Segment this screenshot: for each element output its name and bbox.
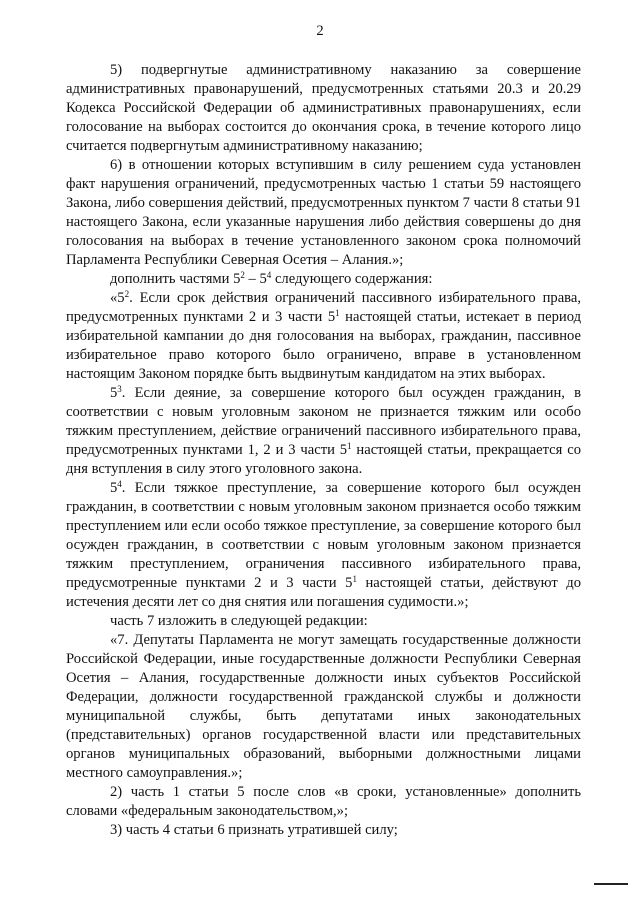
text-segment: 2) часть 1 статьи 5 после слов «в сроки, установленные» дополнить словами «федеральным законодательством,»;	[66, 784, 581, 819]
document-body	[66, 61, 581, 840]
text-segment: следующего содержания:	[271, 271, 433, 287]
text-segment: «7. Депутаты Парламента не могут замещать государственные должности Российской Федерации, иные государственные должности Республики Северная Осетия – Алания, государственные должности иных субъектов Российской Федерации, должности государственной гражданской службы и должности муниципальной службы, быть депутатами иных законодательных (представительных) органов государственной власти или представительных органов муниципальных образований, выборными должностными лицами местного самоуправления.»;	[66, 632, 581, 781]
superscript: 4	[117, 479, 122, 489]
paragraph-part-7-intro	[66, 612, 581, 631]
text-segment: . Если срок действия ограничений пассивного избирательного права, предусмотренных пунктами 2 и 3 части 5	[66, 290, 581, 325]
text-segment: 3) часть 4 статьи 6 признать утратившей силу;	[110, 822, 398, 838]
superscript: 1	[347, 441, 352, 451]
paragraph-item-5	[66, 61, 581, 156]
text-segment: 5) подвергнутые административному наказанию за совершение административных правонарушений, предусмотренных статьями 20.3 и 20.29 Кодекса Российской Федерации об административных правонарушениях, если голосование на выборах состоится до окончания срока, в течение которого лицо считается подвергнутым административному наказанию;	[66, 62, 581, 154]
text-segment: настоящей статьи, прекращается со дня вступления в силу этого уголовного закона.	[66, 442, 581, 477]
text-segment: часть 7 изложить в следующей редакции:	[110, 613, 368, 629]
text-segment: «5	[110, 290, 125, 306]
paragraph-item-6	[66, 156, 581, 270]
footer-mark	[594, 883, 628, 885]
superscript: 3	[117, 384, 122, 394]
paragraph-amend-article-6	[66, 821, 581, 840]
text-segment: настоящей статьи, действуют до истечения десяти лет со дня снятия или погашения судимости.»;	[66, 575, 581, 610]
paragraph-part-5-3	[66, 384, 581, 479]
page-number: 2	[316, 23, 324, 39]
superscript: 1	[335, 308, 340, 318]
superscript: 2	[124, 289, 130, 299]
superscript: 2	[240, 270, 245, 280]
text-segment: настоящей статьи, истекает в период избирательной кампании до дня голосования на выборах, гражданин, пассивное избирательное право которого было ограничено, вправе в установленном настоящим Законом порядке быть выдвинутым кандидатом на этих выборах.	[66, 309, 581, 382]
text-segment: . Если деяние, за совершение которого был осужден гражданин, в соответствии с новым уголовным законом не признается тяжким или особо тяжким преступлением, действие ограничений пассивного избирательного права, предусмотренных пунктами 1, 2 и 3 части 5	[66, 385, 581, 458]
superscript: 4	[266, 270, 272, 280]
superscript: 1	[352, 574, 357, 584]
text-segment: дополнить частями 5	[110, 271, 241, 287]
paragraph-part-7	[66, 631, 581, 783]
paragraph-part-5-2	[66, 289, 581, 384]
text-segment: – 5	[244, 271, 267, 287]
text-segment: 6) в отношении которых вступившим в силу решением суда установлен факт нарушения ограничений, предусмотренных частью 1 статьи 59 настоящего Закона, либо совершения действий, предусмотренных пунктом 7 части 8 статьи 91 настоящего Закона, если указанные нарушения либо действия совершены до дня голосования на выборах в течение установленного законом срока полномочий Парламента Республики Северная Осетия – Алания.»;	[66, 157, 581, 268]
text-segment: . Если тяжкое преступление, за совершение которого был осужден гражданин, в соответствии с новым уголовным законом признается особо тяжким преступлением или если особо тяжкое преступление, за совершение которого был осужден гражданин, в соответствии с новым уголовным законом признается тяжким преступлением, ограничения пассивного избирательного права, предусмотренные пунктами 2 и 3 части 5	[66, 480, 581, 591]
text-segment: 5	[110, 480, 118, 496]
text-segment: 5	[110, 385, 118, 401]
paragraph-amend-article-5	[66, 783, 581, 821]
paragraph-add-parts	[66, 270, 581, 289]
paragraph-part-5-4	[66, 479, 581, 612]
